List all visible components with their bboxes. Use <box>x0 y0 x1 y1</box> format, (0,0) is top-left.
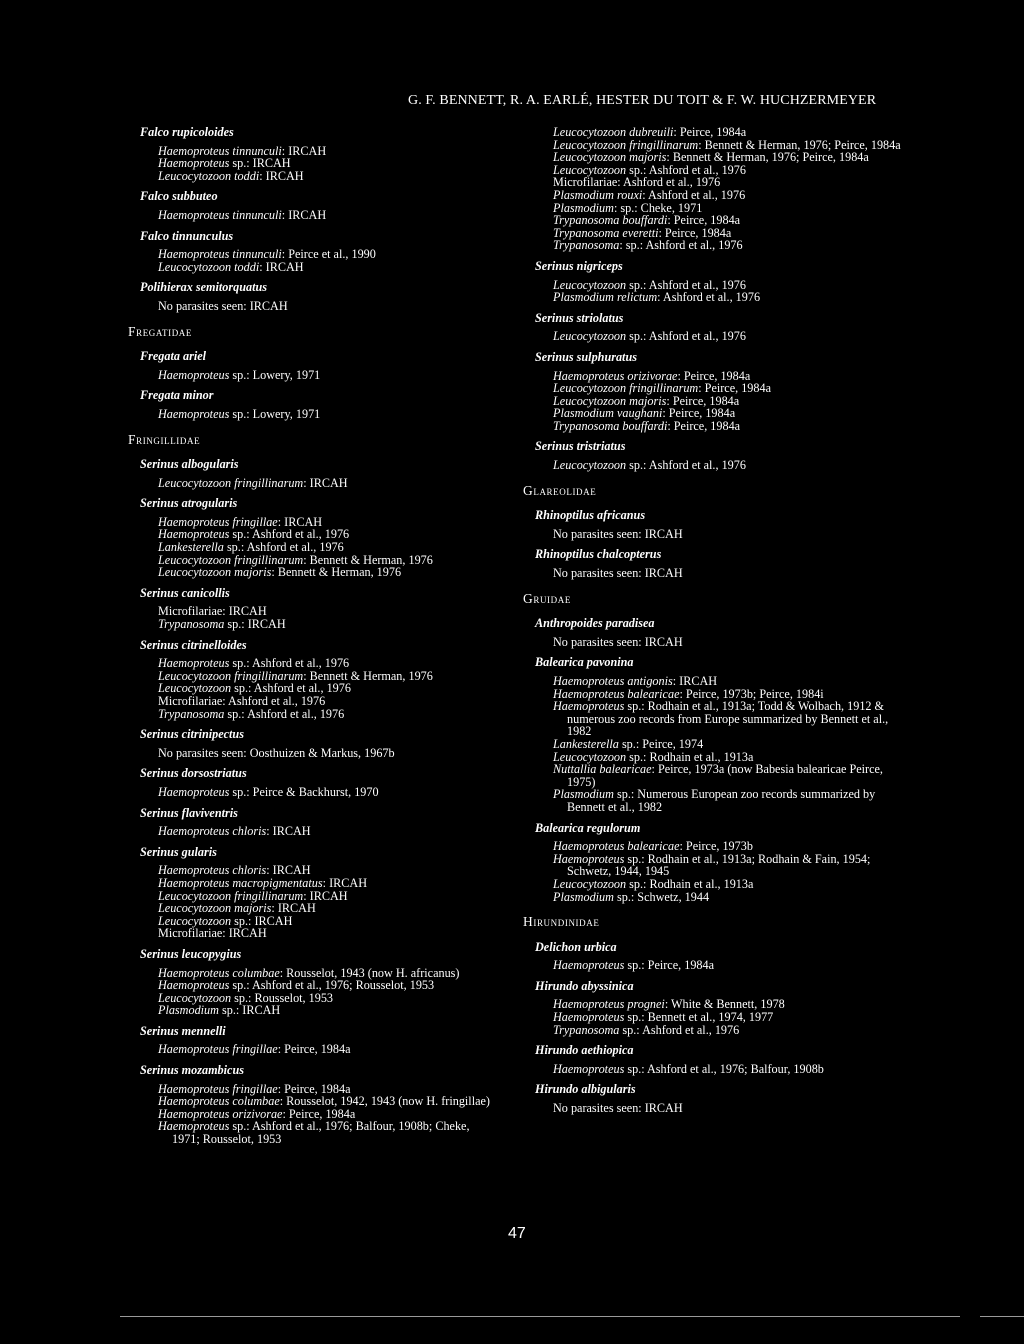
species-heading: Serinus dorsostriatus <box>140 766 247 781</box>
parasite-name: Haemoproteus <box>158 656 230 671</box>
parasite-record <box>158 786 497 799</box>
parasite-name: Haemoproteus <box>553 1010 625 1025</box>
parasite-record <box>158 300 497 313</box>
parasite-record <box>553 788 912 813</box>
species-heading: Fregata ariel <box>140 349 207 364</box>
parasite-name: Plasmodium <box>553 200 614 215</box>
record-source: sp.: Rodhain et al., 1913a; Rodhain & Fain, 1954; Schwetz, 1944, 1945 <box>567 851 871 879</box>
parasite-name: Leucocytozoon <box>553 329 627 344</box>
parasite-record <box>553 1102 912 1115</box>
record-source: : IRCAH <box>281 207 327 222</box>
parasite-name: Haemoproteus orizivorae <box>553 368 678 383</box>
record-source: : Peirce, 1984a <box>658 225 732 240</box>
parasite-record <box>553 891 912 904</box>
parasite-name: Haemoproteus tinnunculi <box>158 207 282 222</box>
parasite-name: Haemoproteus antigonis <box>553 674 673 688</box>
record-source: : Bennett & Herman, 1976; Peirce, 1984a <box>666 150 869 165</box>
record-source: : White & Bennett, 1978 <box>664 997 785 1012</box>
parasite-record <box>158 927 497 940</box>
family-heading: Glareolidae <box>523 482 597 498</box>
record-source: : IRCAH <box>303 475 348 490</box>
record-source: : Peirce, 1973a (now Babesia balearicae Peirce, 1975) <box>567 762 883 789</box>
parasite-name: Leucocytozoon majoris <box>158 901 272 916</box>
family-heading: Fringillidae <box>128 431 201 447</box>
record-source: No parasites seen: IRCAH <box>553 526 683 541</box>
record-source: : IRCAH <box>277 514 323 529</box>
species-heading: Serinus citrinelloides <box>140 637 247 652</box>
family-heading: Hirundinidae <box>523 914 600 930</box>
parasite-name: Plasmodium <box>553 889 614 904</box>
parasite-name: Trypanosoma <box>158 706 225 721</box>
species-heading: Serinus citrinipectus <box>140 727 244 742</box>
parasite-name: Leucocytozoon <box>553 162 627 177</box>
record-source: : Peirce, 1984a <box>667 418 741 433</box>
parasite-record <box>158 1120 497 1145</box>
record-source: sp.: Lowery, 1971 <box>229 406 321 421</box>
species-heading: Serinus tristriatus <box>535 439 626 454</box>
record-source: No parasites seen: IRCAH <box>553 634 683 649</box>
parasite-name: Haemoproteus balearicae <box>553 686 680 701</box>
parasite-record <box>553 567 912 580</box>
record-source: sp.: Ashford et al., 1976 <box>229 656 350 671</box>
species-heading: Serinus flaviventris <box>140 805 238 820</box>
footer-rule-end <box>980 1316 1024 1317</box>
record-source: sp.: Ashford et al., 1976; Balfour, 1908b <box>624 1061 824 1076</box>
parasite-record <box>553 528 912 541</box>
record-source: Microfilariae: IRCAH <box>158 604 267 619</box>
right-column <box>523 125 912 1116</box>
parasite-record <box>158 1043 497 1056</box>
parasite-name: Leucocytozoon fringillinarum <box>553 381 699 396</box>
record-source: : sp.: Ashford et al., 1976 <box>619 238 743 253</box>
parasite-name: Trypanosoma bouffardi <box>553 213 668 228</box>
record-source: Microfilariae: Ashford et al., 1976 <box>158 694 326 708</box>
parasite-name: Plasmodium <box>158 1003 219 1018</box>
parasite-name: Haemoproteus chloris <box>158 824 267 839</box>
parasite-name: Leucocytozoon <box>553 749 627 764</box>
parasite-name: Haemoproteus <box>158 978 230 993</box>
species-heading: Falco subbuteo <box>140 189 218 204</box>
species-heading: Serinus striolatus <box>535 310 624 325</box>
species-heading: Serinus gularis <box>140 844 217 859</box>
parasite-name: Leucocytozoon <box>158 990 232 1005</box>
parasite-name: Leucocytozoon <box>158 681 232 696</box>
parasite-name: Haemoproteus macropigmentatus <box>158 875 323 890</box>
parasite-name: Leucocytozoon <box>553 277 627 292</box>
record-source: sp.: Rousselot, 1953 <box>231 990 334 1005</box>
record-source: No parasites seen: IRCAH <box>553 1101 683 1116</box>
record-source: Microfilariae: Ashford et al., 1976 <box>553 175 721 190</box>
parasite-record <box>158 618 497 631</box>
parasite-name: Leucocytozoon <box>553 458 627 473</box>
parasite-record <box>158 477 497 490</box>
parasite-name: Plasmodium <box>553 787 614 802</box>
parasite-record <box>158 566 497 579</box>
parasite-record <box>158 708 497 721</box>
parasite-name: Haemoproteus <box>158 406 230 421</box>
record-source: : Bennett & Herman, 1976; Peirce, 1984a <box>698 137 901 152</box>
parasite-name: Leucocytozoon dubreuili <box>553 125 674 139</box>
species-heading: Delichon urbica <box>535 939 617 954</box>
record-source: : Peirce, 1973b; Peirce, 1984i <box>679 686 824 701</box>
parasite-name: Leucocytozoon toddi <box>158 168 260 183</box>
record-source: sp.: IRCAH <box>224 617 286 632</box>
record-source: : IRCAH <box>266 824 311 839</box>
species-heading: Serinus leucopygius <box>140 946 242 961</box>
parasite-name: Leucocytozoon majoris <box>158 565 272 580</box>
record-source: sp.: Ashford et al., 1976 <box>231 681 351 696</box>
family-heading: Gruidae <box>523 590 571 606</box>
record-source: : Peirce, 1973b <box>679 839 753 854</box>
parasite-name: Haemoproteus <box>158 784 230 799</box>
parasite-name: Haemoproteus <box>553 1061 625 1076</box>
record-source: : Rousselot, 1942, 1943 (now H. fringillae) <box>279 1094 490 1109</box>
record-source: : Ashford et al., 1976 <box>657 290 761 305</box>
parasite-record <box>158 408 497 421</box>
species-heading: Serinus nigriceps <box>535 258 623 273</box>
species-heading: Fregata minor <box>140 388 214 403</box>
record-source: : Bennett & Herman, 1976 <box>271 565 402 580</box>
record-source: : IRCAH <box>259 168 304 183</box>
parasite-name: Leucocytozoon fringillinarum <box>158 475 304 490</box>
record-source: sp.: IRCAH <box>231 913 293 928</box>
parasite-name: Haemoproteus tinnunculi <box>158 143 282 158</box>
parasite-record <box>553 459 912 472</box>
parasite-name: Leucocytozoon majoris <box>553 150 667 165</box>
parasite-name: Haemoproteus <box>553 699 625 714</box>
record-source: : Peirce, 1984a <box>282 1106 356 1121</box>
parasite-name: Leucocytozoon fringillinarum <box>158 552 304 567</box>
parasite-record <box>158 170 497 183</box>
species-heading: Hirundo abyssinica <box>535 978 634 993</box>
species-heading: Balearica pavonina <box>535 655 634 670</box>
record-source: : IRCAH <box>303 888 348 903</box>
record-source: sp.: Rodhain et al., 1913a <box>626 749 754 764</box>
record-source: sp.: Ashford et al., 1976 <box>626 329 746 344</box>
species-heading: Rhinoptilus africanus <box>535 508 646 523</box>
record-source: : Peirce, 1984a <box>277 1081 351 1096</box>
record-source: : Bennett & Herman, 1976 <box>303 668 433 683</box>
record-source: : IRCAH <box>259 259 304 274</box>
parasite-name: Haemoproteus fringillae <box>158 514 278 529</box>
record-source: : IRCAH <box>322 875 367 890</box>
parasite-name: Trypanosoma <box>553 1022 620 1037</box>
parasite-record <box>553 291 912 304</box>
record-source: sp.: Ashford et al., 1976 <box>626 458 746 473</box>
parasite-record <box>158 825 497 838</box>
parasite-name: Haemoproteus chloris <box>158 863 267 878</box>
species-heading: Serinus atrogularis <box>140 496 238 511</box>
record-source: : Peirce, 1984a <box>662 406 736 421</box>
record-source: : Bennett & Herman, 1976 <box>303 552 433 567</box>
parasite-name: Leucocytozoon toddi <box>158 259 260 274</box>
record-source: : IRCAH <box>281 143 327 158</box>
page-number: 47 <box>508 1225 526 1242</box>
parasite-record <box>553 239 912 252</box>
family-heading: Fregatidae <box>128 323 193 339</box>
parasite-record <box>158 209 497 222</box>
parasite-name: Leucocytozoon <box>553 876 627 891</box>
record-source: : Peirce, 1984a <box>277 1042 351 1057</box>
parasite-name: Haemoproteus fringillae <box>158 1042 278 1057</box>
parasite-record <box>553 636 912 649</box>
record-source: sp.: Bennett et al., 1974, 1977 <box>624 1010 774 1025</box>
parasite-name: Leucocytozoon fringillinarum <box>158 888 304 903</box>
record-source: sp.: Ashford et al., 1976; Rousselot, 1953 <box>229 978 435 993</box>
record-source: : Rousselot, 1943 (now H. africanus) <box>279 965 460 980</box>
parasite-record <box>158 369 497 382</box>
record-source: sp.: Peirce, 1984a <box>624 958 715 973</box>
record-source: sp.: Lowery, 1971 <box>229 367 321 382</box>
record-source: No parasites seen: Oosthuizen & Markus, 1967b <box>158 745 395 760</box>
footer-rule <box>120 1316 960 1317</box>
species-heading: Rhinoptilus chalcopterus <box>535 547 662 562</box>
parasite-name: Haemoproteus <box>158 1119 230 1134</box>
record-source: : sp.: Cheke, 1971 <box>613 200 703 215</box>
species-heading: Anthropoides paradisea <box>535 616 655 631</box>
record-source: : IRCAH <box>271 901 316 916</box>
parasite-name: Leucocytozoon majoris <box>553 393 667 408</box>
parasite-record <box>553 1063 912 1076</box>
parasite-record <box>553 1024 912 1037</box>
record-source: : Ashford et al., 1976 <box>642 187 746 202</box>
running-header: G. F. BENNETT, R. A. EARLÉ, HESTER DU TOIT & F. W. HUCHZERMEYER <box>408 93 877 108</box>
record-source: sp.: Rodhain et al., 1913a <box>626 876 754 891</box>
species-heading: Falco rupicoloides <box>140 125 234 139</box>
parasite-name: Leucocytozoon fringillinarum <box>158 668 304 683</box>
parasite-record <box>158 1004 497 1017</box>
record-source: sp.: Ashford et al., 1976; Balfour, 1908b; Cheke, 1971; Rousselot, 1953 <box>172 1119 470 1147</box>
species-heading: Serinus mennelli <box>140 1023 226 1038</box>
species-heading: Serinus mozambicus <box>140 1063 244 1078</box>
record-source: Microfilariae: IRCAH <box>158 926 267 941</box>
species-heading: Hirundo albigularis <box>535 1082 636 1097</box>
parasite-record <box>553 853 912 878</box>
species-heading: Serinus canicollis <box>140 585 230 600</box>
parasite-record <box>553 700 912 738</box>
record-source: : Peirce, 1984a <box>698 381 771 396</box>
record-source: sp.: Peirce & Backhurst, 1970 <box>229 784 379 799</box>
left-column <box>128 125 497 1147</box>
parasite-record <box>553 330 912 343</box>
parasite-name: Haemoproteus prognei <box>553 997 665 1012</box>
record-source: : Peirce, 1984a <box>677 368 751 383</box>
species-heading: Hirundo aethiopica <box>535 1043 634 1058</box>
record-source: sp.: Ashford et al., 1976 <box>626 162 746 177</box>
record-source: : Peirce, 1984a <box>667 213 741 228</box>
parasite-name: Leucocytozoon fringillinarum <box>553 137 699 152</box>
record-source: : IRCAH <box>672 674 718 688</box>
parasite-name: Haemoproteus <box>158 367 230 382</box>
parasite-name: Trypanosoma bouffardi <box>553 418 668 433</box>
parasite-name: Lankesterella <box>158 540 224 555</box>
parasite-name: Trypanosoma <box>158 617 225 632</box>
record-source: sp.: Schwetz, 1944 <box>613 889 710 904</box>
parasite-name: Haemoproteus <box>158 527 230 542</box>
parasite-name: Haemoproteus <box>158 156 230 171</box>
parasite-name: Haemoproteus <box>553 958 625 973</box>
parasite-record <box>553 420 912 433</box>
parasite-record <box>158 747 497 760</box>
record-source: sp.: Numerous European zoo records summarized by Bennett et al., 1982 <box>567 787 876 814</box>
species-heading: Serinus albogularis <box>140 457 239 472</box>
record-source: sp.: IRCAH <box>229 156 291 171</box>
record-source: sp.: Ashford et al., 1976 <box>626 277 746 292</box>
record-source: : Peirce et al., 1990 <box>281 247 376 262</box>
record-source: : Peirce, 1984a <box>673 125 747 139</box>
parasite-record <box>553 959 912 972</box>
record-source: : Peirce, 1984a <box>666 393 740 408</box>
record-source: sp.: Ashford et al., 1976 <box>619 1022 740 1037</box>
species-heading: Falco tinnunculus <box>140 228 234 243</box>
parasite-name: Haemoproteus columbae <box>158 965 280 980</box>
parasite-name: Haemoproteus <box>553 851 625 866</box>
parasite-name: Haemoproteus tinnunculi <box>158 247 282 262</box>
parasite-name: Lankesterella <box>553 736 619 751</box>
parasite-name: Trypanosoma everetti <box>553 225 659 240</box>
parasite-name: Haemoproteus columbae <box>158 1094 280 1109</box>
record-source: sp.: Ashford et al., 1976 <box>224 706 345 721</box>
parasite-record <box>553 763 912 788</box>
parasite-name: Plasmodium rouxi <box>553 187 643 202</box>
parasite-name: Trypanosoma <box>553 238 620 253</box>
parasite-name: Leucocytozoon <box>158 913 232 928</box>
parasite-name: Haemoproteus balearicae <box>553 839 680 854</box>
parasite-name: Plasmodium vaughani <box>553 406 663 421</box>
record-source: : IRCAH <box>266 863 311 878</box>
record-source: sp.: Ashford et al., 1976 <box>229 527 350 542</box>
record-source: sp.: IRCAH <box>218 1003 281 1018</box>
species-heading: Serinus sulphuratus <box>535 349 637 364</box>
parasite-record <box>158 261 497 274</box>
record-source: sp.: Ashford et al., 1976 <box>223 540 344 555</box>
record-source: sp.: Peirce, 1974 <box>618 736 704 751</box>
parasite-name: Nuttallia balearicae <box>553 762 652 777</box>
species-heading: Balearica regulorum <box>535 820 641 835</box>
record-source: No parasites seen: IRCAH <box>553 566 683 581</box>
parasite-name: Haemoproteus fringillae <box>158 1081 278 1096</box>
parasite-name: Haemoproteus orizivorae <box>158 1106 283 1121</box>
parasite-name: Plasmodium relictum <box>553 290 658 305</box>
record-source: sp.: Rodhain et al., 1913a; Todd & Wolbach, 1912 & numerous zoo records from Europe summarized by Bennett et al., 1982 <box>567 699 889 739</box>
species-heading: Polihierax semitorquatus <box>140 280 267 295</box>
record-source: No parasites seen: IRCAH <box>158 298 288 313</box>
